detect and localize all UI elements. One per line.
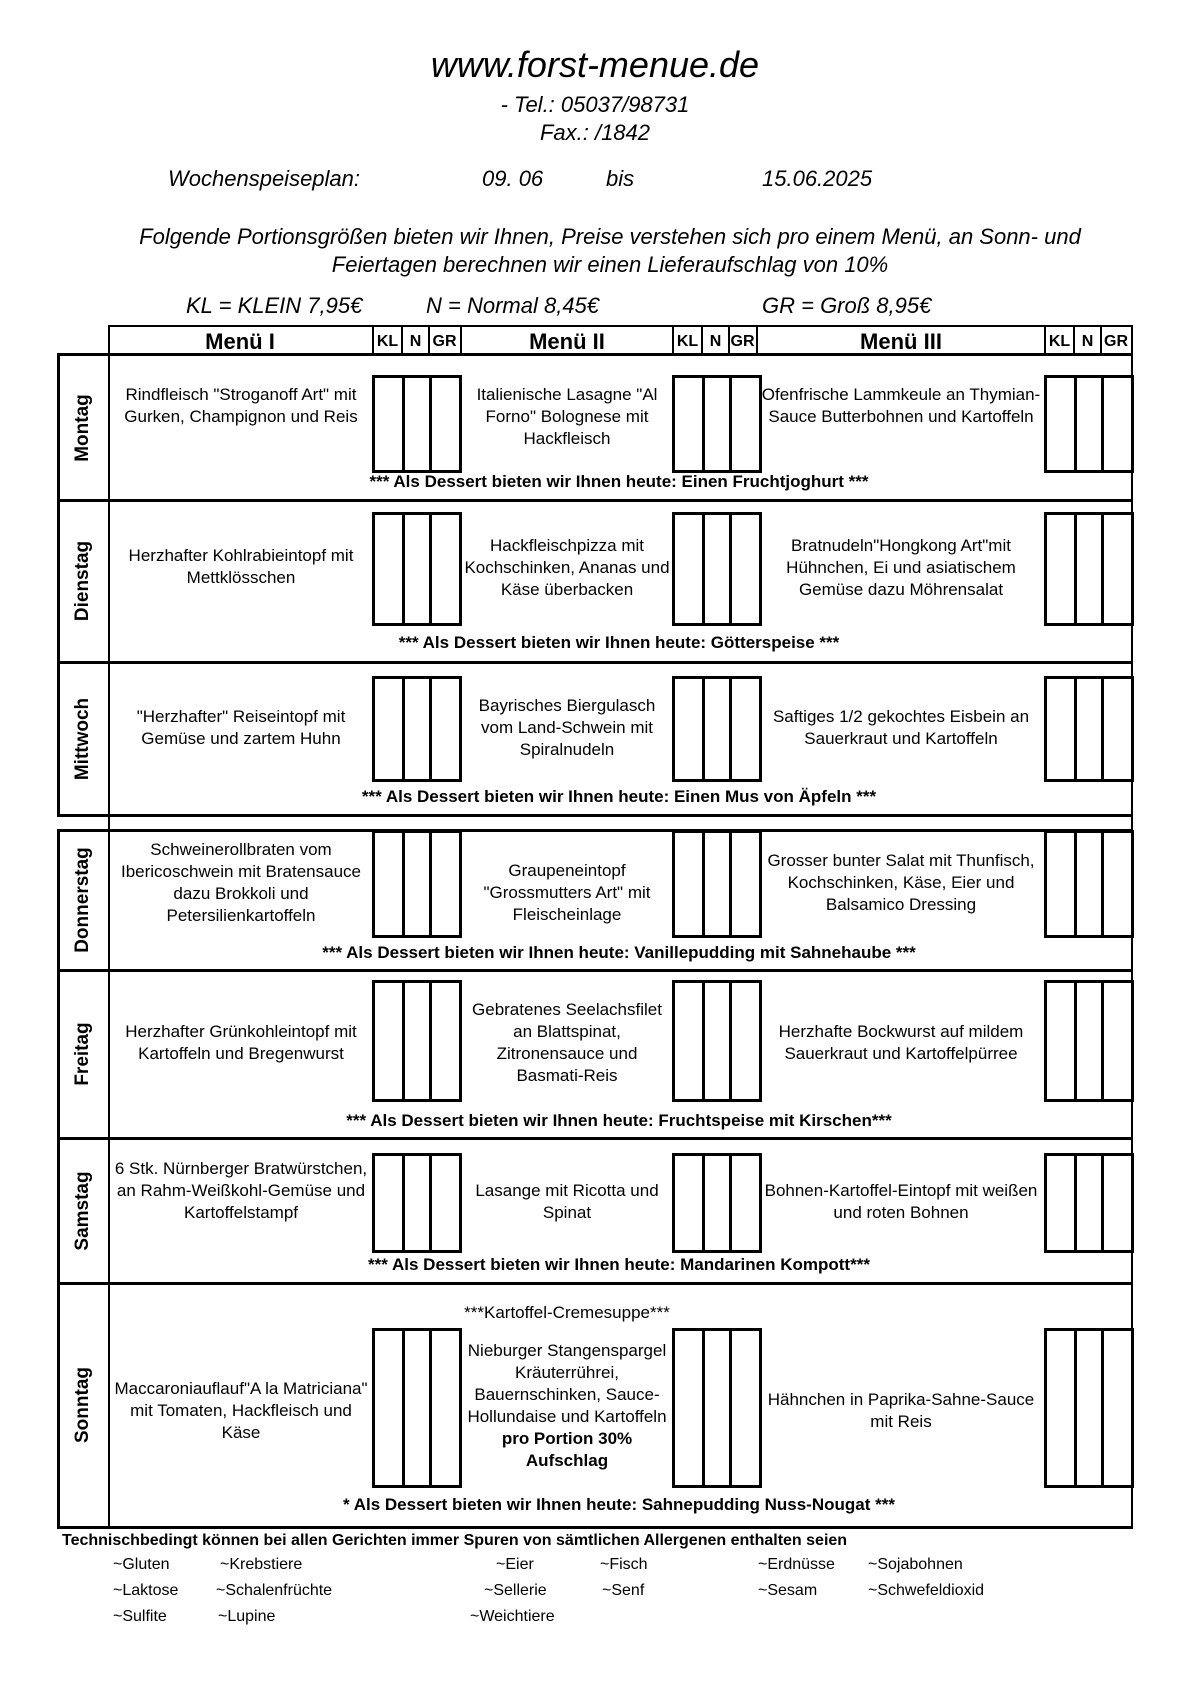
fax: Fax.: /1842 [539,120,651,145]
order-boxes-menu3[interactable] [1044,980,1134,1102]
price-gr: GR = Groß 8,95€ [762,293,932,318]
header-gr-1: GR [432,333,457,350]
surcharge-note: pro Portion 30% Aufschlag [501,1429,633,1470]
order-boxes-menu1[interactable] [372,1153,462,1253]
soup-of-day: ***Kartoffel-Cremesuppe*** [464,1303,670,1322]
date-to: 15.06.2025 [762,166,873,191]
order-boxes-menu2[interactable] [672,512,762,626]
allergen-item: ~Sesam [758,1582,818,1599]
dish-text: Herzhafte Bockwurst auf mildem Sauerkraut und Kartoffelpürree [778,1022,1024,1063]
dish-menu3 [758,384,1044,428]
table-bottom-border [57,1526,1133,1529]
row-border [57,969,1133,972]
dessert-line: *** Als Dessert bieten wir Ihnen heute: Einen Mus von Äpfeln *** [361,787,877,806]
dish-menu1 [110,1021,372,1065]
dish-text: Bayrisches Biergulasch vom Land-Schwein mit Spiralnudeln [478,696,656,759]
header-kl-3: KL [1048,333,1071,350]
order-boxes-menu3[interactable] [1044,375,1134,473]
order-boxes-menu1[interactable] [372,512,462,626]
dessert-line: *** Als Dessert bieten wir Ihnen heute: Götterspeise *** [398,633,840,652]
header-kl-2: KL [676,333,699,350]
dish-menu2 [462,384,672,450]
dish-text: Lasange mit Ricotta und Spinat [475,1181,659,1222]
order-boxes-menu3[interactable] [1044,1153,1134,1253]
header-menu1: Menü I [205,329,275,354]
row-border [57,829,1133,832]
day-label-freitag [58,970,108,1138]
dish-text: Italienische Lasagne "Al Forno" Bolognese mit Hackfleisch [476,385,658,448]
dish-menu2 [462,695,672,761]
dish-text: Herzhafter Kohlrabieintopf mit Mettklösschen [128,546,354,587]
dish-menu3 [758,1389,1044,1433]
day-label-donnerstag [58,830,108,970]
date-from: 09. 06 [482,166,544,191]
dish-text: "Herzhafter" Reiseintopf mit Gemüse und zartem Huhn [136,707,346,748]
order-boxes-menu3[interactable] [1044,512,1134,626]
dessert-line: *** Als Dessert bieten wir Ihnen heute: Fruchtspeise mit Kirschen*** [346,1111,892,1130]
order-boxes-menu1[interactable] [372,375,462,473]
dish-menu1 [110,1378,372,1444]
header-n-1: N [409,333,422,350]
dessert-line: * Als Dessert bieten wir Ihnen heute: Sahnepudding Nuss-Nougat *** [343,1495,895,1514]
order-boxes-menu2[interactable] [672,980,762,1102]
order-boxes-menu2[interactable] [672,830,762,938]
dish-menu2 [462,1340,672,1472]
price-n: N = Normal 8,45€ [426,293,600,318]
day-name: Samstag [72,1170,93,1251]
dish-text: Bratnudeln"Hongkong Art"mit Hühnchen, Ei und asiatischem Gemüse dazu Möhrensalat [786,536,1016,599]
dish-menu1 [110,1158,372,1224]
allergen-item: ~Krebstiere [220,1556,303,1573]
day-name: Montag [72,393,93,462]
order-boxes-menu3[interactable] [1044,1328,1134,1488]
dish-menu3 [758,850,1044,916]
day-name: Sonntag [72,1367,93,1443]
header-n-3: N [1081,333,1094,350]
header-n-2: N [709,333,722,350]
day-name: Dienstag [72,540,93,622]
row-border [57,1137,1133,1140]
day-name: Freitag [72,1022,93,1086]
dish-text: Hackfleischpizza mit Kochschinken, Ananas und Käse überbacken [464,536,670,599]
allergen-item: ~Laktose [113,1582,179,1599]
dish-menu3 [758,1021,1044,1065]
dish-text: Gebratenes Seelachsfilet an Blattspinat, Zitronensauce und Basmati-Reis [472,1000,662,1085]
dish-text: Grosser bunter Salat mit Thunfisch, Kochschinken, Käse, Eier und Balsamico Dressing [767,851,1035,914]
header-gr-2: GR [730,333,755,350]
dish-text: Hähnchen in Paprika-Sahne-Sauce mit Reis [767,1390,1035,1431]
dish-menu2 [462,535,672,601]
plan-label: Wochenspeiseplan: [168,166,361,191]
dish-menu1 [110,384,372,428]
dish-text: Herzhafter Grünkohleintopf mit Kartoffeln und Bregenwurst [125,1022,357,1063]
allergen-item: ~Eier [496,1556,534,1573]
dish-text: Bohnen-Kartoffel-Eintopf mit weißen und roten Bohnen [764,1181,1038,1222]
order-boxes-menu1[interactable] [372,1328,462,1488]
order-boxes-menu3[interactable] [1044,830,1134,938]
dish-text: Nieburger Stangenspargel Kräuterrührei, Bauernschinken, Sauce-Hollundaise und Kartoffeln [467,1341,667,1426]
dish-text: Maccaroniauflauf"A la Matriciana" mit Tomaten, Hackfleisch und Käse [114,1379,368,1442]
header-menu3: Menü III [860,329,942,354]
allergen-item: ~Schalenfrüchte [216,1582,333,1599]
allergen-item: ~Sellerie [484,1582,547,1599]
dish-menu3 [758,1180,1044,1224]
dish-menu1 [110,545,372,589]
dessert-line: *** Als Dessert bieten wir Ihnen heute: Vanillepudding mit Sahnehaube *** [322,943,916,962]
day-label-montag [58,355,108,500]
dish-menu2 [462,999,672,1087]
dessert-line: *** Als Dessert bieten wir Ihnen heute: Mandarinen Kompott*** [368,1255,870,1274]
price-kl: KL = KLEIN 7,95€ [186,293,363,318]
order-boxes-menu1[interactable] [372,830,462,938]
header-kl-1: KL [376,333,399,350]
row-border [57,1282,1133,1285]
dish-text: Saftiges 1/2 gekochtes Eisbein an Sauerkraut und Kartoffeln [772,707,1030,748]
allergen-item: ~Gluten [113,1556,170,1573]
row-border [57,814,1133,817]
dish-text: 6 Stk. Nürnberger Bratwürstchen, an Rahm-Weißkohl-Gemüse und Kartoffelstampf [114,1159,368,1222]
allergen-item: ~Weichtiere [470,1608,555,1625]
day-label-dienstag [58,500,108,662]
dish-menu3 [758,535,1044,601]
order-boxes-menu3[interactable] [1044,676,1134,782]
allergen-item: ~Fisch [600,1556,648,1573]
allergen-item: ~Schwefeldioxid [868,1582,985,1599]
dish-menu1 [110,839,372,927]
header-gr-3: GR [1104,333,1128,350]
day-label-mittwoch [58,662,108,815]
order-boxes-menu1[interactable] [372,980,462,1102]
row-border [57,661,1133,664]
row-border [57,499,1133,502]
day-name: Donnerstag [72,847,93,953]
dish-text: Schweinerollbraten vom Ibericoschwein mit Bratensauce dazu Brokkoli und Petersilienkartoffeln [120,840,361,925]
allergen-notice: Technischbedingt können bei allen Gerichten immer Spuren von sämtlichen Allergenen enthalten seien [62,1532,848,1549]
day-label-samstag [58,1138,108,1283]
dish-menu1 [110,706,372,750]
allergen-item: ~Lupine [218,1608,276,1625]
dish-menu3 [758,706,1044,750]
allergen-item: ~Senf [602,1582,645,1599]
order-boxes-menu2[interactable] [672,1153,762,1253]
allergen-item: ~Erdnüsse [758,1556,835,1573]
dish-text: Graupeneintopf "Grossmutters Art" mit Fleischeinlage [483,861,651,924]
day-label-sonntag [58,1283,108,1527]
order-boxes-menu2[interactable] [672,1328,762,1488]
dish-text: Rindfleisch "Stroganoff Art" mit Gurken, Champignon und Reis [124,385,358,426]
order-boxes-menu1[interactable] [372,676,462,782]
intro-text: Folgende Portionsgrößen bieten wir Ihnen, Preise verstehen sich pro einem Menü, an Sonn- und Feiertagen berechnen wir einen Lieferaufschlag von 10% [139,224,1081,277]
day-name: Mittwoch [72,697,93,780]
dish-menu2 [462,1180,672,1224]
date-bis: bis [606,166,635,191]
dish-text: Ofenfrische Lammkeule an Thymian-Sauce Butterbohnen und Kartoffeln [761,385,1041,426]
website-title: www.forst-menue.de [430,44,760,85]
allergen-item: ~Sulfite [113,1608,167,1625]
allergen-item: ~Sojabohnen [868,1556,963,1573]
dish-menu2 [462,860,672,926]
dessert-line: *** Als Dessert bieten wir Ihnen heute: Einen Fruchtjoghurt *** [369,472,869,491]
order-boxes-menu2[interactable] [672,375,762,473]
header-menu2: Menü II [529,329,605,354]
telephone: - Tel.: 05037/98731 [500,92,690,117]
order-boxes-menu2[interactable] [672,676,762,782]
